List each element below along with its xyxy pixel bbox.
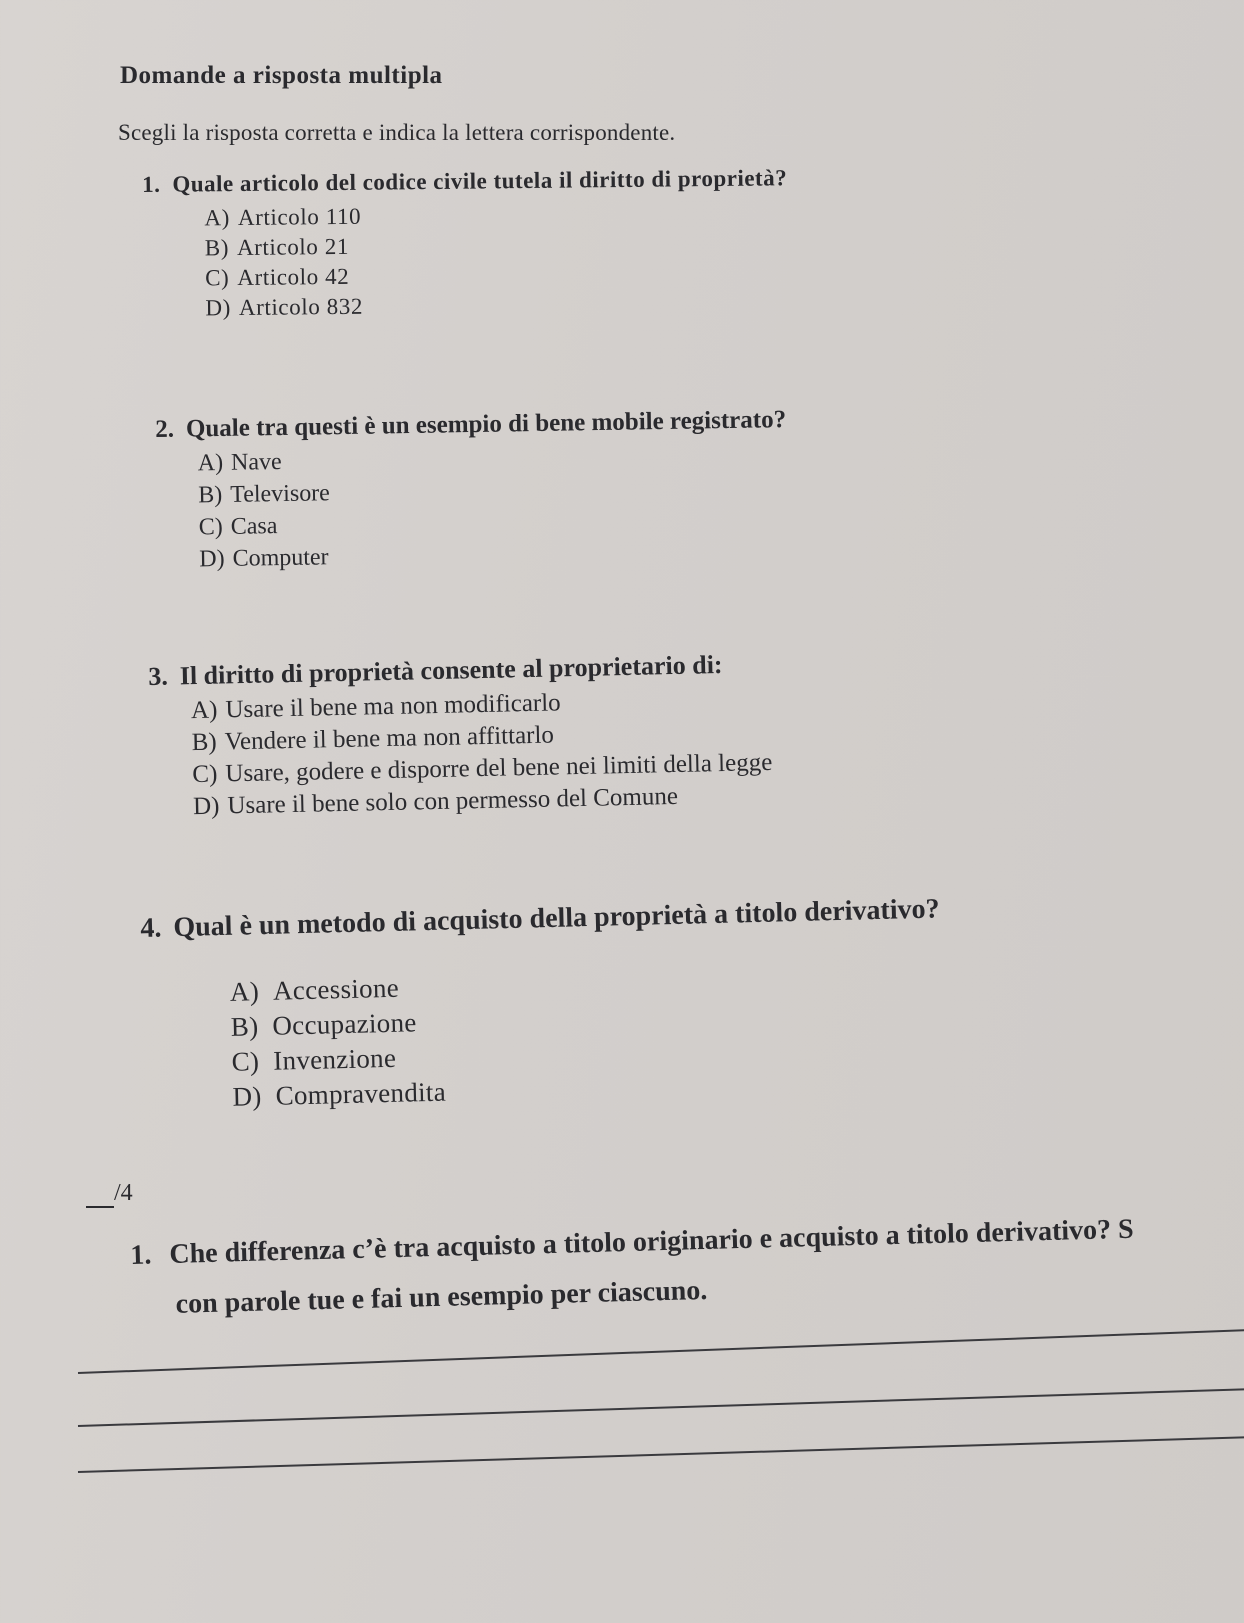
option-text: Invenzione: [272, 1042, 397, 1076]
option-letter: D): [205, 295, 232, 321]
score-total: /4: [114, 1180, 133, 1206]
question-label: Qual è un metodo di acquisto della proprietà a titolo derivativo?: [172, 893, 940, 944]
page-title: Domande a risposta multipla: [120, 62, 443, 89]
option-text: Computer: [232, 544, 329, 572]
question-1: [142, 165, 789, 324]
option-text: Articolo 42: [237, 263, 350, 291]
question-label: Quale articolo del codice civile tutela il diritto di proprietà?: [172, 165, 788, 197]
question-text: [155, 406, 786, 444]
question-4: [140, 893, 944, 1116]
option-letter: B): [191, 728, 217, 757]
instructions: Scegli la risposta corretta e indica la lettera corrispondente.: [118, 120, 676, 145]
option-letter: B): [204, 235, 230, 261]
option-letter: A): [229, 976, 260, 1007]
score-blank[interactable]: [86, 1206, 114, 1208]
options-list: [191, 683, 774, 823]
option-text: Usare, godere e disporre del bene nei limiti della legge: [225, 748, 773, 788]
option-text: Nave: [230, 449, 282, 476]
open-question: [130, 1214, 1135, 1322]
question-number: 1.: [142, 171, 161, 197]
option-text: Casa: [230, 513, 278, 540]
option-text: Articolo 110: [237, 203, 362, 230]
option-letter: B): [230, 1011, 259, 1042]
option-letter: B): [198, 481, 223, 509]
question-label: Il diritto di proprietà consente al proprietario di:: [179, 649, 723, 691]
option-text: Usare il bene solo con permesso del Comune: [227, 782, 679, 820]
option-d[interactable]: [205, 287, 788, 323]
option-letter: D): [199, 545, 225, 573]
open-question-line-2: con parole tue e fai un esempio per ciascuno.: [175, 1274, 708, 1320]
question-label: Quale tra questi è un esempio di bene mobile registrato?: [185, 406, 787, 443]
question-text: [142, 165, 787, 198]
option-letter: A): [190, 696, 218, 725]
option-letter: D): [232, 1081, 262, 1112]
question-text: [140, 893, 940, 945]
option-letter: C): [198, 513, 223, 541]
options-list: [230, 957, 945, 1114]
answer-line[interactable]: [78, 1436, 1244, 1473]
option-text: Accessione: [272, 972, 400, 1006]
option-letter: A): [197, 449, 224, 477]
option-text: Articolo 832: [238, 293, 364, 320]
question-2: [155, 406, 788, 576]
open-question-line-1: Che differenza c’è tra acquisto a titolo originario e acquisto a titolo derivativo? S: [168, 1213, 1135, 1270]
question-number: 2.: [155, 415, 175, 443]
answer-line[interactable]: [78, 1329, 1244, 1374]
option-text: Usare il bene ma non modificarlo: [225, 689, 561, 724]
question-3: [148, 649, 773, 824]
options-list: [204, 197, 788, 323]
options-list: [197, 438, 788, 575]
option-text: Articolo 21: [236, 233, 350, 261]
option-text: Compravendita: [275, 1076, 447, 1111]
option-text: Occupazione: [272, 1007, 417, 1041]
option-text: Vendere il bene ma non affittarlo: [224, 721, 555, 756]
option-letter: A): [204, 205, 231, 231]
question-number: 1.: [130, 1239, 152, 1271]
question-number: 4.: [140, 912, 162, 944]
option-letter: C): [231, 1046, 260, 1077]
option-letter: C): [192, 760, 218, 789]
question-number: 3.: [148, 661, 169, 691]
option-text: Televisore: [230, 480, 331, 508]
answer-line[interactable]: [78, 1388, 1244, 1427]
option-letter: C): [204, 265, 230, 291]
option-letter: D): [192, 792, 220, 821]
